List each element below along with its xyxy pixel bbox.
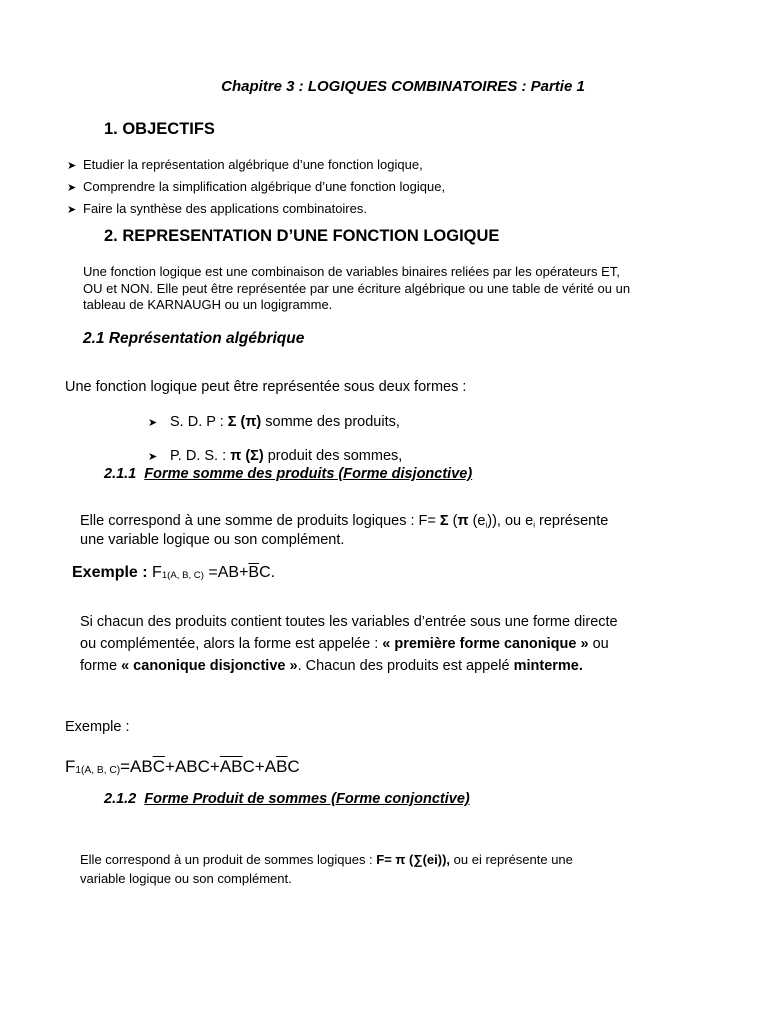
- list-item-text: Comprendre la simplification algébrique d’une fonction logique,: [83, 179, 446, 194]
- intro-text: Une fonction logique peut être représentée sous deux formes :: [65, 379, 467, 395]
- section-heading-representation: 2. REPRESENTATION D’UNE FONCTION LOGIQUE: [104, 227, 500, 245]
- example-formula-2: F1(A, B, $C)=AB\overline{C}+ABC+\overline{A}\overline{B}C+A\overline{B}C$: [65, 757, 300, 777]
- paragraph-line: OU et NON. Elle peut être représentée par une écriture algébrique ou une table de vérité ou un: [83, 280, 631, 296]
- arrow-bullet-icon: ➤: [148, 451, 158, 463]
- list-item-text: Etudier la représentation algébrique d’une fonction logique,: [83, 157, 423, 172]
- paragraph-211-line2: une variable logique ou son complément.: [80, 532, 345, 548]
- list-item-text: Faire la synthèse des applications combinatoires.: [83, 201, 367, 216]
- example-label-2: Exemple :: [65, 719, 130, 735]
- arrow-bullet-icon: ➤: [148, 417, 158, 429]
- paragraph-line: tableau de KARNAUGH ou un logigramme.: [83, 297, 333, 313]
- example-formula-1: Exemple : F1(A, B, $C) =AB+\overline{B}C$.: [72, 564, 276, 581]
- list-item-sdp: ➤ S. D. P : Σ (π) somme des produits,: [148, 414, 400, 430]
- paragraph-211-line1: Elle correspond à une somme de produits logiques : F= Σ (π (ei)), ou ei représente: [80, 513, 609, 530]
- paragraph-212-line1: Elle correspond à un produit de sommes logiques : F= π (∑(ei)), ou ei représente une: [80, 852, 573, 867]
- list-item: [67, 201, 367, 216]
- paragraph-definition: [83, 264, 733, 314]
- paragraph-212-line2: variable logique ou son complément.: [80, 871, 292, 886]
- list-item-pds: ➤ P. D. S. : π (Σ) produit des sommes,: [148, 448, 403, 464]
- section-heading-objectifs: 1. OBJECTIFS: [104, 120, 215, 138]
- subsection-heading-algebrique: 2.1 Représentation algébrique: [83, 330, 305, 347]
- list-item: [67, 179, 445, 194]
- arrow-bullet-icon: ➤: [67, 160, 77, 172]
- subsubsection-heading-211: 2.1.1 Forme somme des produits (Forme disjonctive): [104, 466, 473, 482]
- list-item: [67, 157, 423, 172]
- paragraph-line: Une fonction logique est une combinaison de variables binaires reliées par les opérateurs ET,: [83, 264, 620, 279]
- arrow-bullet-icon: ➤: [67, 204, 77, 216]
- subsubsection-heading-212: 2.1.2 Forme Produit de sommes (Forme conjonctive): [104, 791, 470, 807]
- arrow-bullet-icon: ➤: [67, 182, 77, 194]
- page-title: Chapitre 3 : LOGIQUES COMBINATOIRES : Partie 1: [221, 78, 585, 95]
- paragraph-canonique: Si chacun des produits contient toutes les variables d’entrée sous une forme directe ou complémentée, alors la forme est appelée : « première forme canonique » ou forme « canonique disjonctive ». Chacun des produits est appelé minterme.: [80, 614, 618, 674]
